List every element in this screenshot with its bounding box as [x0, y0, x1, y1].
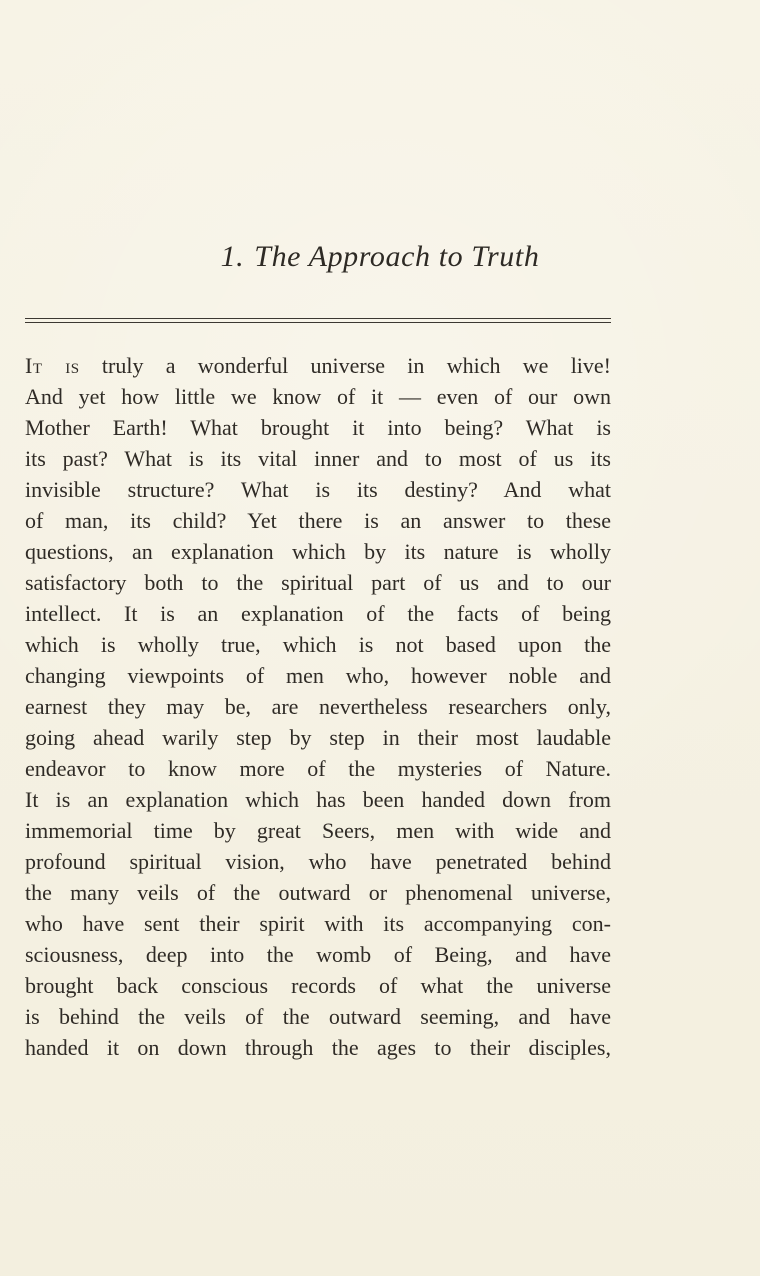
- text-line: [25, 350, 611, 381]
- title-rule-top: [25, 318, 611, 319]
- chapter-number: 1.: [220, 240, 245, 273]
- text-line: going ahead warily step by step in their most laudable: [25, 725, 611, 750]
- text-line: of man, its child? Yet there is an answer to these: [25, 508, 611, 533]
- text-line: invisible structure? What is its destiny? And what: [25, 477, 611, 502]
- text-line: earnest they may be, are nevertheless researchers only,: [25, 694, 611, 719]
- text-line: the many veils of the outward or phenomenal universe,: [25, 880, 611, 905]
- text-line: is behind the veils of the outward seeming, and have: [25, 1004, 611, 1029]
- text-line: its past? What is its vital inner and to most of us its: [25, 446, 611, 471]
- text-line: handed it on down through the ages to their disciples,: [25, 1035, 611, 1060]
- opening-small-caps: It is: [25, 353, 80, 378]
- chapter-text: [25, 350, 611, 1063]
- title-rule-bottom: [25, 322, 611, 323]
- text-line: intellect. It is an explanation of the facts of being: [25, 601, 611, 626]
- text-line: which is wholly true, which is not based upon the: [25, 632, 611, 657]
- text-line: who have sent their spirit with its accompanying con-: [25, 911, 611, 936]
- chapter-heading: [0, 240, 760, 274]
- text-line: endeavor to know more of the mysteries of Nature.: [25, 756, 611, 781]
- text-line: immemorial time by great Seers, men with wide and: [25, 818, 611, 843]
- chapter-title: The Approach to Truth: [254, 240, 540, 273]
- text-line: changing viewpoints of men who, however noble and: [25, 663, 611, 688]
- text-line: Mother Earth! What brought it into being? What is: [25, 415, 611, 440]
- text-line: brought back conscious records of what the universe: [25, 973, 611, 998]
- text-line-content: truly a wonderful universe in which we live!: [79, 353, 612, 378]
- text-line: satisfactory both to the spiritual part of us and to our: [25, 570, 611, 595]
- text-line: It is an explanation which has been handed down from: [25, 787, 611, 812]
- text-line: profound spiritual vision, who have penetrated behind: [25, 849, 611, 874]
- text-line: And yet how little we know of it — even of our own: [25, 384, 611, 409]
- text-line: sciousness, deep into the womb of Being, and have: [25, 942, 611, 967]
- text-line: questions, an explanation which by its nature is wholly: [25, 539, 611, 564]
